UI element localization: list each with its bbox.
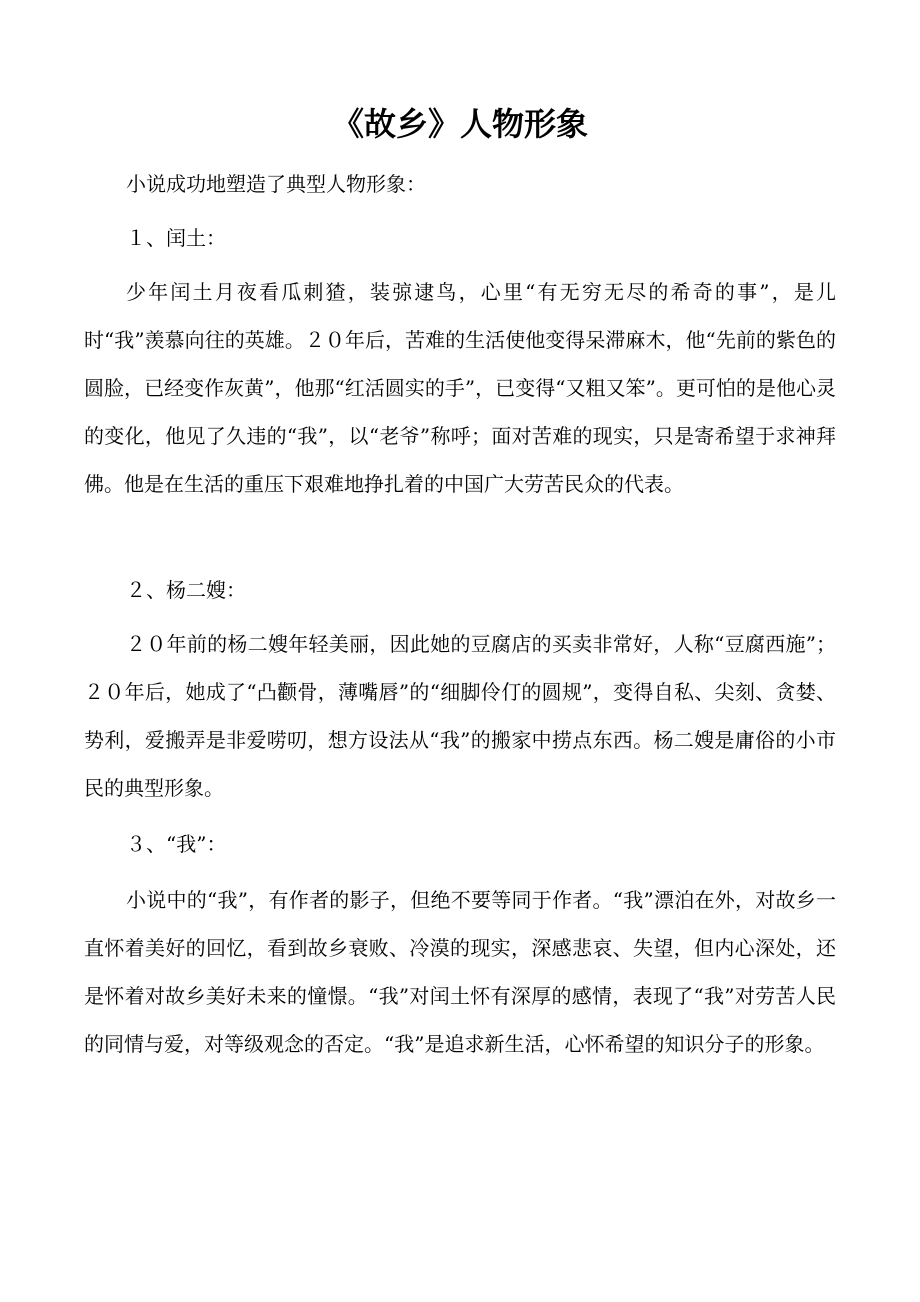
section-text-me: 小说中的“我”，有作者的影子，但绝不要等同于作者。“我”漂泊在外，对故乡一直怀着美好的回忆，看到故乡衰败、冷漠的现实，深感悲哀、失望，但内心深处，还是怀着对故乡美好未来的憧憬。“我”对闰土怀有深厚的感情，表现了“我”对劳苦人民的同情与爱，对等级观念的否定。“我”是追求新生活，心怀希望的知识分子的形象。 [84, 888, 836, 1056]
intro-paragraph: 小说成功地塑造了典型人物形象： [126, 172, 426, 196]
section-me-body [84, 876, 836, 1068]
section-text-yang: ２０年前的杨二嫂年轻美丽，因此她的豆腐店的买卖非常好，人称“豆腐西施”；２０年后，她成了“凸颧骨，薄嘴唇”的“细脚伶仃的圆规”，变得自私、尖刻、贪婪、势利，爱搬弄是非爱唠叨，想方设法从“我”的搬家中捞点东西。杨二嫂是庸俗的小市民的典型形象。 [84, 632, 836, 800]
section-runtu-body [84, 268, 836, 508]
section-heading-yang: ２、杨二嫂： [126, 578, 246, 602]
section-heading-runtu: １、闰土： [126, 226, 226, 250]
section-heading-me: ３、“我”： [126, 832, 227, 856]
section-me [84, 820, 836, 868]
document-title: 《故乡》人物形象 [331, 105, 588, 143]
section-text-runtu: 少年闰土月夜看瓜刺猹，装弶逮鸟，心里“有无穷无尽的希奇的事”，是儿时“我”羡慕向往的英雄。２０年后，苦难的生活使他变得呆滞麻木，他“先前的紫色的圆脸，已经变作灰黄”，他那“红活圆实的手”，已变得“又粗又笨”。更可怕的是他心灵的变化，他见了久违的“我”，以“老爷”称呼；面对苦难的现实，只是寄希望于求神拜佛。他是在生活的重压下艰难地挣扎着的中国广大劳苦民众的代表。 [84, 280, 836, 496]
section-runtu [84, 214, 836, 262]
section-yang-body [84, 620, 836, 812]
document-body [84, 160, 836, 208]
section-yang [84, 566, 836, 614]
